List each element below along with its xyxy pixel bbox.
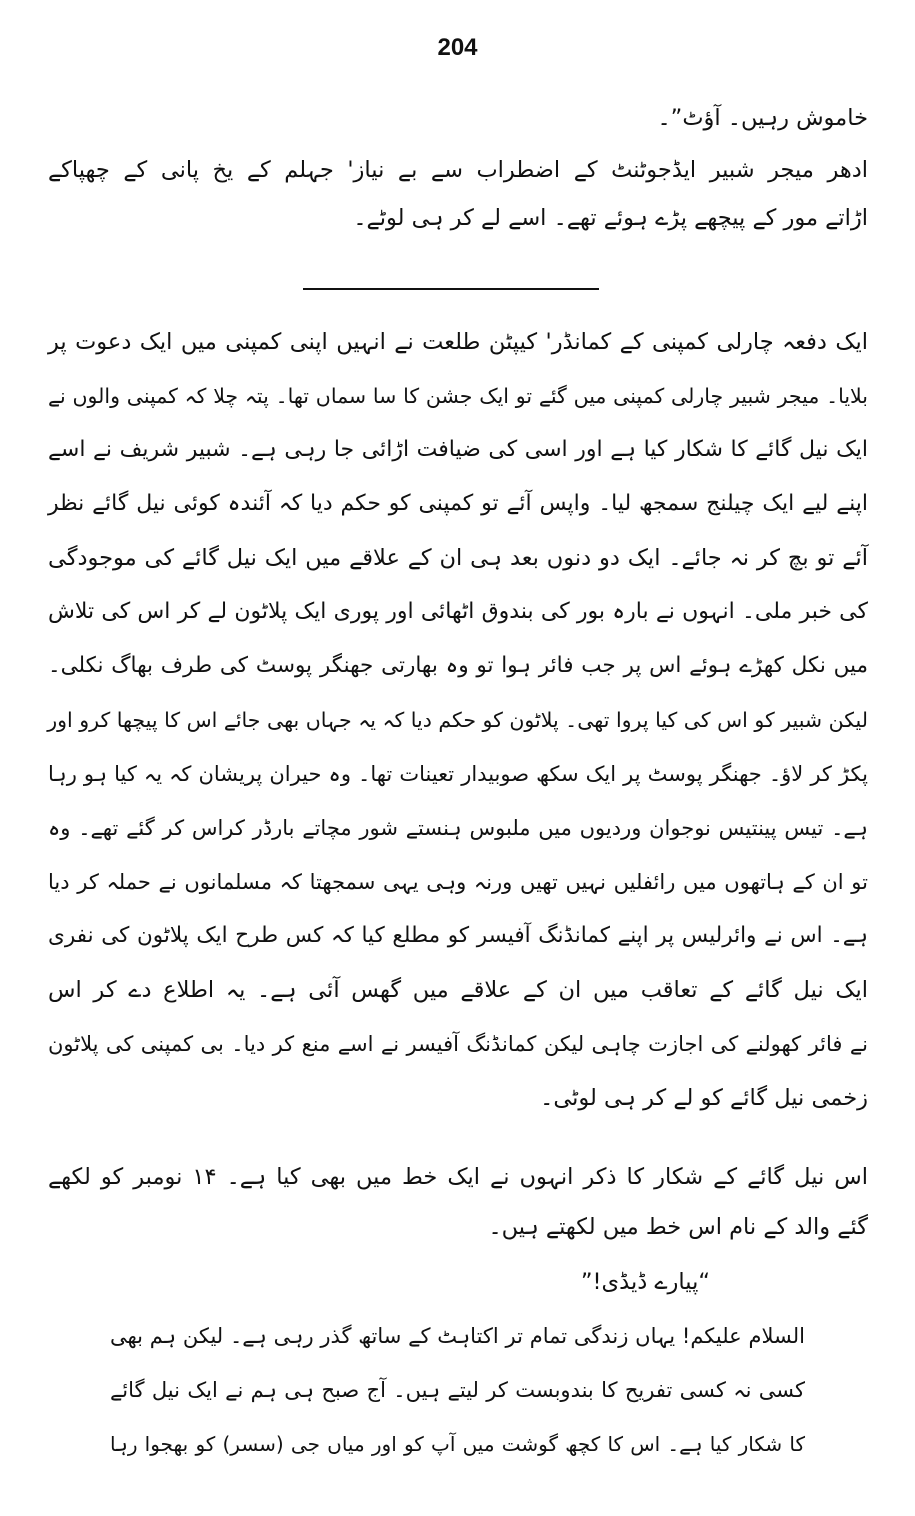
- text-line: بلایا۔ میجر شبیر چارلی کمپنی میں گئے تو ایک جشن کا سا سماں تھا۔ پتہ چلا کہ کمپنی والوں نے: [48, 384, 868, 408]
- text-line: لیکن شبیر کو اس کی کیا پروا تھی۔ پلاٹون کو حکم دیا کہ یہ جہاں بھی جائے اس کا پیچھا کرو اور: [47, 708, 868, 732]
- text-line: گئے والد کے نام اس خط میں لکھتے ہیں۔: [488, 1214, 868, 1240]
- text-line: زخمی نیل گائے کو لے کر ہی لوٹی۔: [540, 1085, 868, 1111]
- text-line: ایک دفعہ چارلی کمپنی کے کمانڈر' کیپٹن طلعت نے انہیں اپنی کمپنی میں ایک دعوت پر: [48, 329, 869, 355]
- page-number: 204: [437, 34, 478, 61]
- text-line: پکڑ کر لاؤ۔ جھنگر پوسٹ پر ایک سکھ صوبیدار تعینات تھا۔ وہ حیران پریشان کہ یہ کیا ہو رہا: [48, 762, 868, 786]
- text-line: اپنے لیے ایک چیلنج سمجھ لیا۔ واپس آئے تو کمپنی کو حکم دیا کہ آئندہ کوئی نیل گائے نظر: [48, 491, 868, 516]
- text-line: کی خبر ملی۔ انہوں نے بارہ بور کی بندوق اٹھائی اور پوری ایک پلاٹون لے کر اس کی تلاش: [48, 599, 868, 624]
- text-line: تو ان کے ہاتھوں میں رائفلیں نہیں تھیں ورنہ وہی یہی سمجھتا کہ مسلمانوں نے حملہ کر دیا: [48, 870, 868, 894]
- second-paragraph: [48, 1157, 868, 1257]
- text-line: نے فائر کھولنے کی اجازت چاہی لیکن کمانڈنگ آفیسر نے اسے منع کر دیا۔ بی کمپنی کی پلاٹون: [48, 1032, 868, 1056]
- text-line: ہے۔ تیس پینتیس نوجوان وردیوں میں ملبوس ہنستے شور مچاتے بارڈر کراس کر گئے تھے۔ وہ: [48, 816, 868, 840]
- text-line: آئے تو بچ کر نہ جائے۔ ایک دو دنوں بعد ہی ان کے علاقے میں ایک نیل گائے کی موجودگی: [48, 545, 868, 571]
- text-line: خاموش رہیں۔ آؤٹ”۔: [657, 105, 868, 131]
- quoted-letter: [110, 1262, 805, 1502]
- opening-text: [48, 98, 868, 248]
- text-line: ہے۔ اس نے وائرلیس پر اپنے کمانڈنگ آفیسر کو مطلع کیا کہ کس طرح ایک پلاٹون کی نفری: [48, 923, 868, 948]
- text-line: ایک نیل گائے کا شکار کیا ہے اور اسی کی ضیافت اڑائی جا رہی ہے۔ شبیر شریف نے اسے: [48, 437, 868, 462]
- text-line: ایک نیل گائے کے تعاقب میں ان کے علاقے میں گھس آئی ہے۔ یہ اطلاع دے کر اس: [48, 977, 868, 1003]
- letter-salutation: “پیارے ڈیڈی!”: [580, 1269, 710, 1295]
- text-line: میں نکل کھڑے ہوئے اس پر جب فائر ہوا تو وہ بھارتی جھنگر پوسٹ کی طرف بھاگ نکلی۔: [48, 653, 868, 678]
- text-line: اڑاتے مور کے پیچھے پڑے ہوئے تھے۔ اسے لے کر ہی لوٹے۔: [353, 205, 868, 231]
- text-line: اس نیل گائے کے شکار کا ذکر انہوں نے ایک خط میں بھی کیا ہے۔ ۱۴ نومبر کو لکھے: [48, 1164, 868, 1190]
- text-line: ادھر میجر شبیر ایڈجوٹنٹ کے اضطراب سے بے نیاز' جہلم کے یخ پانی کے چھپاکے: [48, 157, 868, 183]
- main-paragraph: [48, 322, 868, 1142]
- text-line: السلام علیکم! یہاں زندگی تمام تر اکتاہٹ کے ساتھ گذر رہی ہے۔ لیکن ہم بھی: [110, 1324, 805, 1348]
- text-line: کسی نہ کسی تفریح کا بندوبست کر لیتے ہیں۔ آج صبح ہی ہم نے ایک نیل گائے: [110, 1378, 805, 1402]
- text-line: کا شکار کیا ہے۔ اس کا کچھ گوشت میں آپ کو اور میاں جی (سسر) کو بھجوا رہا: [110, 1432, 805, 1456]
- section-divider: [303, 288, 599, 290]
